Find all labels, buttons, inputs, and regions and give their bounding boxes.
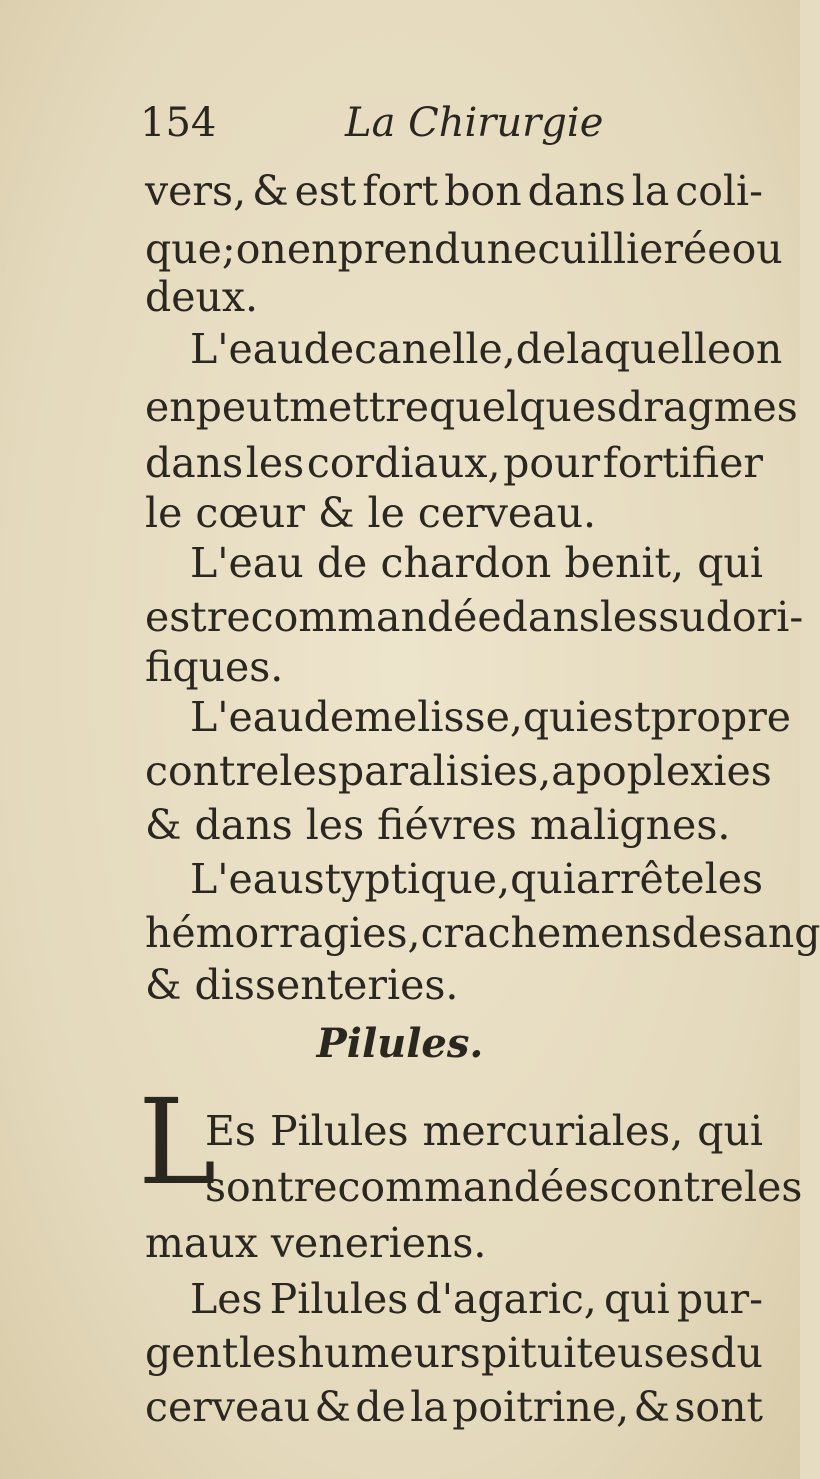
text-line: est recommandée dans les sudori- — [145, 593, 804, 641]
text-line: Les Pilules d'agaric, qui pur- — [190, 1275, 763, 1323]
text-line: L'eau de chardon benit, qui — [190, 539, 763, 587]
text-line: que; on en prend une cuillierée ou — [145, 225, 783, 273]
page-header — [140, 100, 760, 160]
text-line: hémorragies, crachemens de sang — [145, 909, 820, 957]
text-line: le cœur & le cerveau. — [145, 489, 597, 537]
text-line: cerveau & de la poitrine, & sont — [145, 1383, 763, 1431]
running-title: La Chirurgie — [345, 100, 604, 146]
text-line: gent les humeurs pituiteuses du — [145, 1329, 763, 1377]
text-line: sont recommandées contre les — [205, 1163, 803, 1211]
text-line: & dans les fiévres malignes. — [145, 801, 731, 849]
text-line: L'eau de canelle, de laquelle on — [190, 325, 783, 373]
text-line: fiques. — [145, 643, 284, 691]
text-line: en peut mettre quelques dragmes — [145, 383, 798, 431]
text-line: maux veneriens. — [145, 1219, 487, 1267]
text-line: Es Pilules mercuriales, qui — [205, 1107, 763, 1155]
section-title: Pilules. — [316, 1020, 484, 1067]
text-line: L'eau styptique, qui arrête les — [190, 855, 763, 903]
drop-cap: L — [138, 1073, 217, 1211]
text-line: & dissenteries. — [145, 961, 459, 1009]
text-line: dans les cordiaux, pour fortifier — [145, 439, 763, 487]
text-line: deux. — [145, 273, 259, 321]
text-line: vers, & est fort bon dans la coli- — [145, 167, 763, 215]
text-line: contre les paralisies, apoplexies — [145, 747, 772, 795]
page-number: 154 — [140, 100, 217, 146]
text-line: L'eau de melisse, qui est propre — [190, 693, 792, 741]
